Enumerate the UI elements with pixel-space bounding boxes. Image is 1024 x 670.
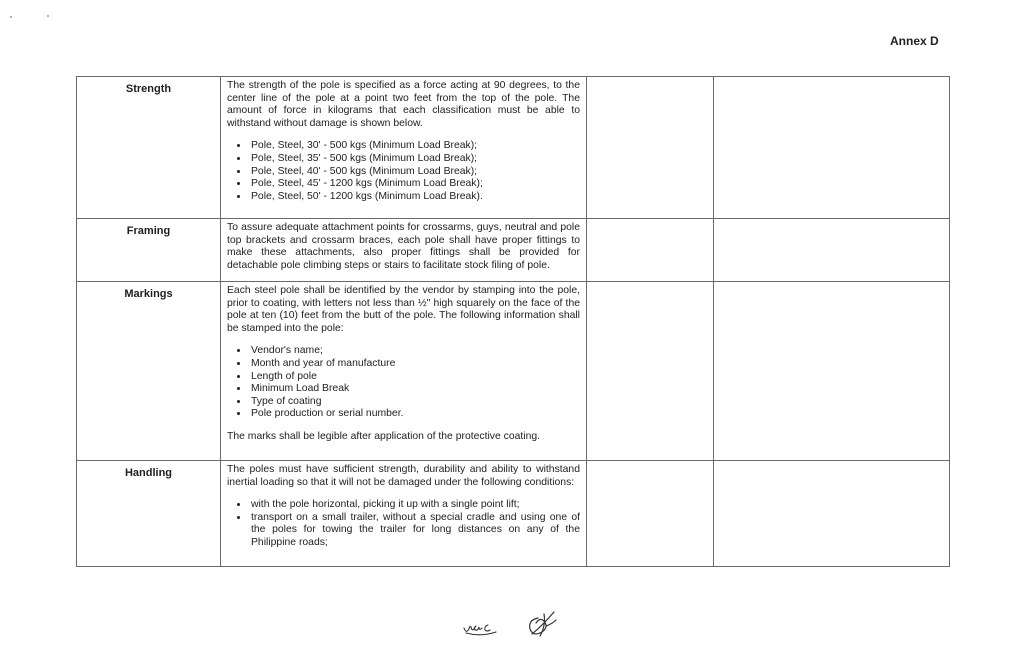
list-item: • Pole, Steel, 50' - 1200 kgs (Minimum Load Break).	[249, 191, 580, 204]
row-label: Markings	[77, 282, 221, 461]
specification-table	[76, 76, 950, 567]
empty-cell	[714, 77, 950, 219]
table-row-markings	[77, 282, 950, 461]
list-item: • transport on a small trailer, without a special cradle and using one of the poles for towing the trailer for long distances on any of the Philippine roads;	[249, 512, 580, 550]
empty-cell	[587, 219, 714, 282]
row-label: Framing	[77, 219, 221, 282]
row-description	[221, 77, 587, 219]
bullet-list	[227, 499, 580, 549]
scan-speck	[10, 16, 12, 18]
list-item: • Length of pole	[249, 371, 580, 384]
bullet-list	[227, 140, 580, 203]
list-item: • Pole, Steel, 35' - 500 kgs (Minimum Load Break);	[249, 153, 580, 166]
row-label: Strength	[77, 77, 221, 219]
initials-mark	[464, 625, 496, 635]
signature-mark	[530, 612, 556, 636]
signature-initials	[460, 606, 570, 646]
empty-cell	[714, 461, 950, 567]
list-item: • Pole, Steel, 40' - 500 kgs (Minimum Load Break);	[249, 166, 580, 179]
annex-label: Annex D	[890, 34, 939, 48]
table-row-strength	[77, 77, 950, 219]
row-label: Handling	[77, 461, 221, 567]
scan-speck	[47, 15, 49, 17]
row-description	[221, 461, 587, 567]
table-row-handling	[77, 461, 950, 567]
closing-text: The marks shall be legible after application of the protective coating.	[227, 430, 541, 442]
row-description	[221, 282, 587, 461]
list-item: • Pole, Steel, 45' - 1200 kgs (Minimum Load Break);	[249, 178, 580, 191]
empty-cell	[587, 77, 714, 219]
list-item: • with the pole horizontal, picking it up with a single point lift;	[249, 499, 580, 512]
table-row-framing	[77, 219, 950, 282]
empty-cell	[714, 219, 950, 282]
empty-cell	[714, 282, 950, 461]
list-item: • Type of coating	[249, 396, 580, 409]
list-item: • Minimum Load Break	[249, 383, 580, 396]
description-text: To assure adequate attachment points for crossarms, guys, neutral and pole top brackets and crossarm braces, each pole shall have proper fittings to make these attachments, also proper fittings shall be provided for detachable pole climbing steps or stairs to facilitate stock filing of pole.	[227, 222, 580, 271]
list-item: • Pole, Steel, 30' - 500 kgs (Minimum Load Break);	[249, 140, 580, 153]
description-text: The strength of the pole is specified as a force acting at 90 degrees, to the center line of the pole at a point two feet from the top of the pole. The amount of force in kilograms that each classification must be able to withstand without damage is shown below.	[227, 80, 580, 129]
empty-cell	[587, 461, 714, 567]
bullet-list	[227, 345, 580, 421]
description-text: The poles must have sufficient strength, durability and ability to withstand inertial loading so that it will not be damaged under the following conditions:	[227, 464, 580, 488]
list-item: • Pole production or serial number.	[249, 408, 580, 421]
empty-cell	[587, 282, 714, 461]
list-item: • Vendor's name;	[249, 345, 580, 358]
row-description	[221, 219, 587, 282]
list-item: • Month and year of manufacture	[249, 358, 580, 371]
description-text: Each steel pole shall be identified by the vendor by stamping into the pole, prior to coating, with letters not less than ½" high squarely on the face of the pole at ten (10) feet from the butt of the pole. The following information shall be stamped into the pole:	[227, 285, 580, 334]
